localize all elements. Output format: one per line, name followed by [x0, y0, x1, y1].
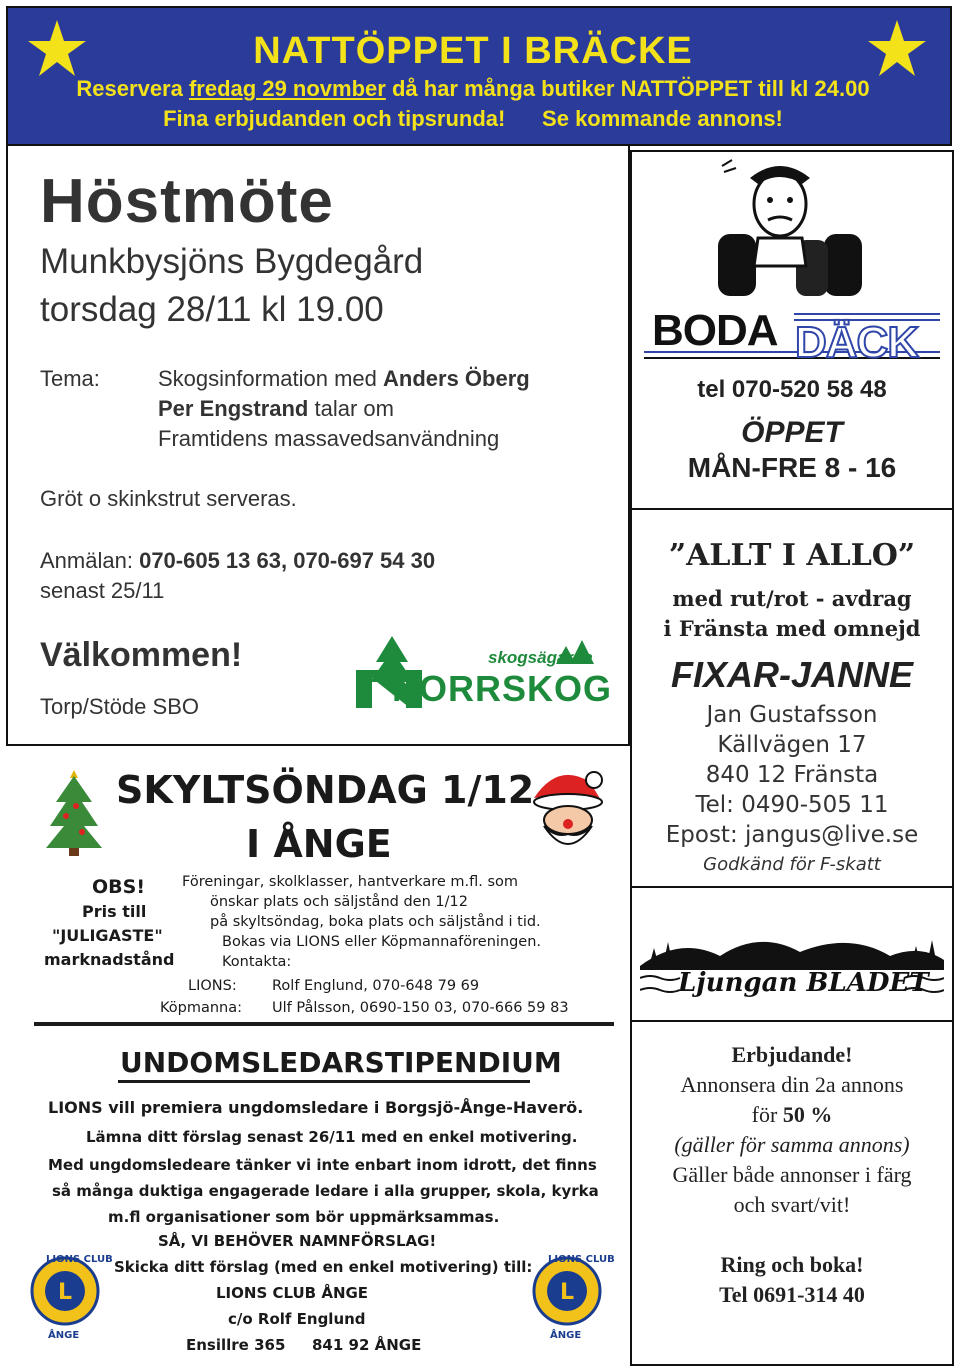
tema-text: Skogsinformation med [158, 366, 377, 391]
stipend-line: LIONS vill premiera ungdomsledare i Borgsjö-Ånge-Haverö. [48, 1098, 584, 1117]
tema-line-2 [158, 396, 394, 422]
stipend-address: c/o Rolf Englund [228, 1310, 366, 1328]
food-note: Gröt o skinkstrut serveras. [40, 486, 297, 511]
lions-badge-bottom: ÅNGE [48, 1330, 80, 1341]
dack-logo-text: DÄCK [795, 318, 919, 367]
banner-line-2 [0, 106, 946, 132]
skylt-marknad: marknadstånd [44, 950, 175, 969]
skylt-line: Kontakta: [222, 954, 292, 970]
ljungan-bladet-text: Ljungan BLADET [678, 968, 929, 998]
boda-hours: MÅN-FRE 8 - 16 [687, 452, 897, 483]
deadline: senast 25/11 [40, 578, 165, 603]
offer-discount: 50 % [782, 1102, 833, 1127]
offer-line: Annonsera din 2a annons [680, 1072, 904, 1097]
signup-label: Anmälan: [40, 548, 133, 573]
stipend-line: så många duktiga engagerade ledare i alla grupper, skola, kyrka [52, 1182, 599, 1200]
santa-icon [528, 762, 608, 858]
meeting-venue: Munkbysjöns Bygdegård [40, 242, 424, 281]
banner-line-1 [0, 76, 946, 102]
stipend-line: Skicka ditt förslag (med en enkel motivering) till: [114, 1258, 533, 1276]
stipend-line: Med ungdomsledeare tänker vi inte enbart inom idrott, det finns [48, 1156, 597, 1174]
boda-phone: tel 070-520 58 48 [697, 376, 887, 403]
banner-text: då har många butiker NATTÖPPET till kl 24.00 [391, 76, 870, 101]
organizer: Torp/Stöde SBO [40, 694, 199, 719]
skylt-obs: OBS! [92, 876, 145, 898]
fixar-contact-email: Epost: jangus@live.se [665, 822, 919, 848]
fixar-name: FIXAR-JANNE [670, 654, 913, 695]
banner-text: Se kommande annons! [542, 106, 783, 131]
tema-line-1 [158, 366, 530, 392]
lions-badge-bottom: ÅNGE [550, 1330, 582, 1341]
stipend-title: UNDOMSLEDARSTIPENDIUM [120, 1046, 562, 1079]
skylt-line: på skyltsöndag, boka plats och säljstånd i tid. [210, 914, 541, 930]
tire-man-illustration [710, 156, 870, 301]
skylt-line: önskar plats och säljstånd den 1/12 [210, 894, 468, 910]
skylt-title: SKYLTSÖNDAG 1/12 [116, 768, 535, 812]
title-underline [118, 1080, 530, 1083]
norrskog-name: NORRSKOG [392, 668, 613, 709]
christmas-tree-icon [42, 766, 106, 858]
boda-open-label: ÖPPET [741, 416, 843, 449]
skylt-pris: Pris till [82, 902, 147, 921]
stipend-line: m.fl organisationer som bör uppmärksammas. [108, 1208, 500, 1226]
fixar-tax-note: Godkänd för F-skatt [703, 854, 881, 875]
divider [34, 1022, 614, 1026]
skylt-place: I ÅNGE [246, 822, 392, 866]
tema-text: talar om [314, 396, 394, 421]
fixar-contact-name: Jan Gustafsson [706, 702, 878, 728]
stipend-address: LIONS CLUB ÅNGE [216, 1284, 369, 1302]
skylt-line: Bokas via LIONS eller Köpmannaföreningen. [222, 934, 542, 950]
lions-badge-top: LIONS CLUB [548, 1254, 615, 1265]
lions-club-emblem [532, 1256, 602, 1326]
offer-line: (gäller för samma annons) [674, 1132, 910, 1157]
stipend-address: 841 92 ÅNGE [312, 1336, 422, 1354]
divider [630, 1020, 954, 1022]
lions-letter: L [57, 1280, 73, 1305]
skylt-contact-label: Köpmanna: [160, 1000, 243, 1016]
welcome-text: Välkommen! [40, 636, 243, 674]
fixar-rut-line-1: med rut/rot - avdrag [672, 586, 912, 611]
tema-line-3: Framtidens massavedsanvändning [158, 426, 500, 451]
stipend-address: Ensillre 365 [186, 1336, 286, 1354]
fixar-contact-street: Källvägen 17 [717, 732, 867, 758]
skylt-contact: Ulf Pålsson, 0690-150 03, 070-666 59 83 [272, 1000, 569, 1016]
meeting-title: Höstmöte [40, 167, 334, 236]
banner-title: NATTÖPPET I BRÄCKE [253, 30, 693, 72]
meeting-date: torsdag 28/11 kl 19.00 [40, 290, 384, 329]
lions-letter: L [559, 1280, 575, 1305]
offer-line: och svart/vit! [733, 1192, 851, 1217]
boda-logo-text: BODA [652, 306, 778, 355]
banner-date: fredag 29 novmber [188, 76, 386, 101]
norrskog-subtitle: skogsägarna [488, 648, 593, 667]
fixar-contact-phone: Tel: 0490-505 11 [695, 792, 889, 818]
stipend-line: SÅ, VI BEHÖVER NAMNFÖRSLAG! [158, 1232, 437, 1250]
banner-text: Fina erbjudanden och tipsrunda! [163, 106, 506, 131]
speaker-name: Per Engstrand [158, 396, 309, 421]
speaker-name: Anders Öberg [383, 366, 530, 391]
offer-phone: Tel 0691-314 40 [719, 1282, 865, 1307]
divider [630, 886, 954, 888]
signup-line [40, 548, 435, 574]
offer-line [630, 1102, 954, 1128]
skylt-line: Föreningar, skolklasser, hantverkare m.fl. som [182, 874, 519, 890]
offer-line: Gäller både annonser i färg [672, 1162, 912, 1187]
skylt-contact: Rolf Englund, 070-648 79 69 [272, 978, 480, 994]
signup-phones: 070-605 13 63, 070-697 54 30 [139, 548, 436, 573]
lions-badge-top: LIONS CLUB [46, 1254, 113, 1265]
offer-heading: Erbjudande! [731, 1042, 853, 1067]
fixar-slogan: ”ALLT I ALLO” [668, 538, 916, 573]
offer-call: Ring och boka! [720, 1252, 864, 1277]
fixar-rut-line-2: i Fränsta med omnejd [663, 616, 921, 641]
tema-label: Tema: [40, 366, 100, 391]
fixar-contact-city: 840 12 Fränsta [705, 762, 879, 788]
stipend-line: Lämna ditt förslag senast 26/11 med en enkel motivering. [86, 1128, 578, 1146]
divider [630, 508, 954, 510]
skylt-contact-label: LIONS: [188, 978, 237, 994]
offer-text: för [751, 1102, 778, 1127]
lions-club-emblem [30, 1256, 100, 1326]
banner-text: Reservera [76, 76, 183, 101]
skylt-juligaste: "JULIGASTE" [52, 926, 163, 945]
